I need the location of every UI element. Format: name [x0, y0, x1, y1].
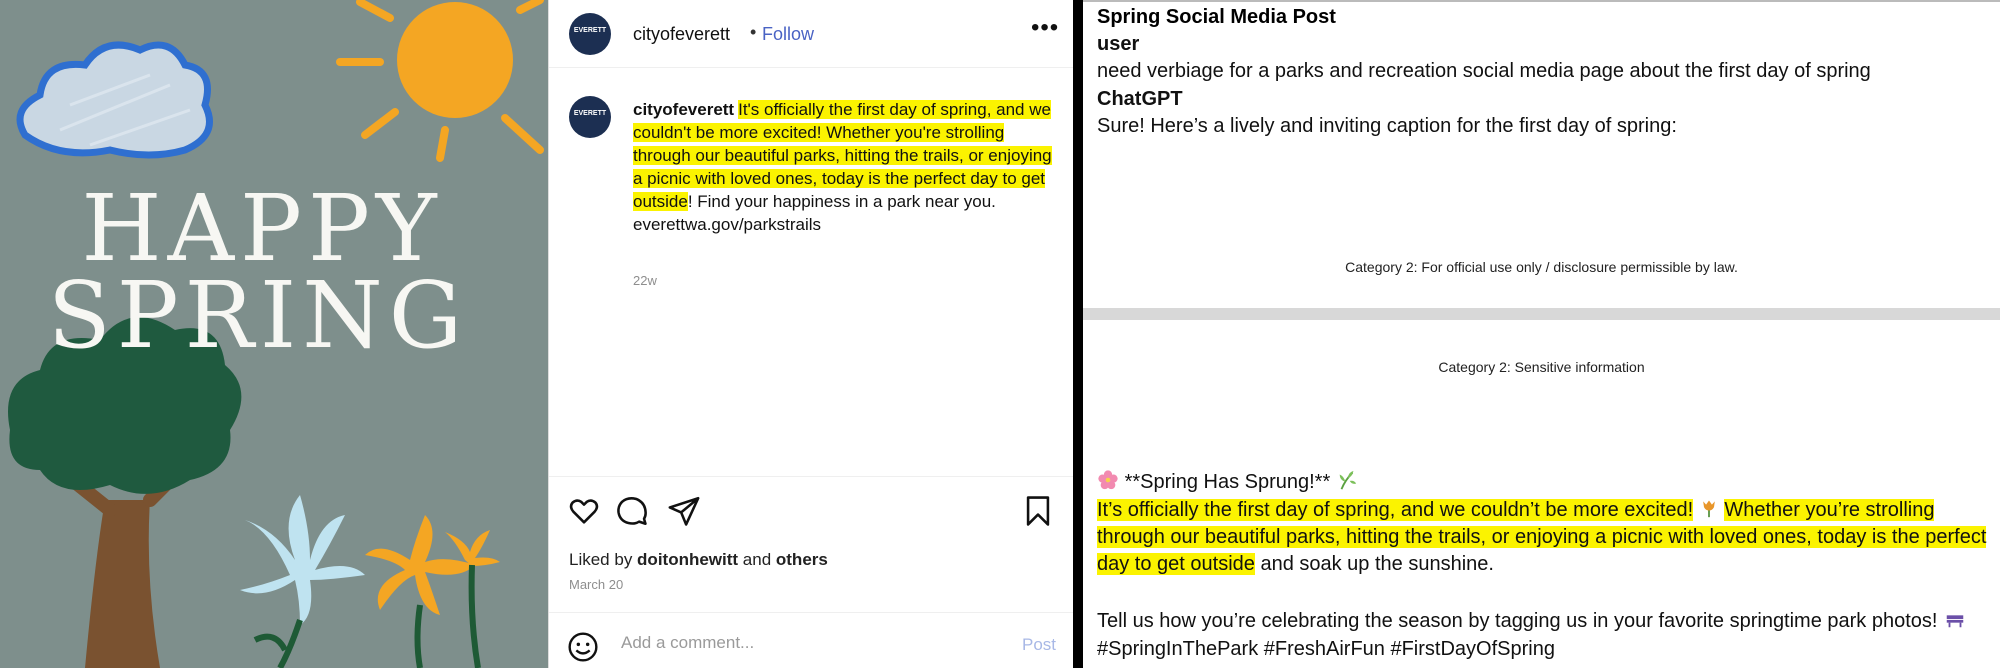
tree-drawing [8, 317, 241, 668]
bookmark-icon[interactable] [1021, 494, 1055, 528]
page-border [1083, 0, 2000, 2]
assistant-intro: Sure! Here’s a lively and inviting caption for the first day of spring: [1097, 115, 1677, 137]
spring-headline: SPRING [47, 262, 469, 369]
cloud-drawing [20, 45, 210, 155]
separator-dot: • [750, 22, 757, 42]
happy-spring-image [0, 0, 548, 668]
caption-text: ! Find your happiness in a park near you. [687, 192, 996, 211]
likes-user-link[interactable]: doitonhewitt [637, 550, 739, 569]
emoji-icon[interactable] [567, 631, 599, 663]
likes-prefix: Liked by [569, 550, 638, 569]
call-to-action: Tell us how you’re celebrating the season by tagging us in your favorite springtime park photos! [1097, 610, 1938, 632]
generated-caption [1097, 497, 1987, 578]
call-to-action-text [1097, 607, 1987, 663]
post-heading-line [1097, 469, 1358, 494]
caption-highlight-2: Whether you’re strolling through our beautiful parks, hitting the trails, or enjoying a picnic with loved ones, today is the perfect day to get outside [1097, 499, 1987, 575]
happy-headline: HAPPY [81, 175, 443, 282]
avatar[interactable]: EVERETT [569, 13, 611, 55]
panel-divider [1073, 0, 1083, 668]
instagram-post-panel [548, 0, 1073, 668]
post-actions-bar [549, 476, 1074, 546]
assistant-label: ChatGPT [1097, 88, 1183, 110]
caption-highlighted-text: It's officially the first day of spring, and we couldn't be more excited! Whether you're strolling through our beautiful parks, hitting the trails, or enjoying a picnic with loved ones, today is the perfect day to get outside [633, 100, 1052, 211]
document-title: Spring Social Media Post [1097, 6, 1336, 28]
likes-others-link[interactable]: others [775, 550, 828, 569]
comment-icon[interactable] [615, 494, 649, 528]
tulip-icon [1699, 497, 1719, 519]
username-link[interactable]: cityofeverett [633, 24, 731, 44]
orange-flower-drawing [365, 515, 500, 668]
chat-transcript-document [1083, 0, 2000, 668]
post-comment-button[interactable]: Post [1022, 635, 1057, 654]
post-header [549, 0, 1074, 68]
page-header-classification: Category 2: Sensitive information [1438, 359, 1645, 375]
post-caption [633, 98, 1053, 236]
comment-input[interactable] [621, 633, 951, 653]
page-break [1083, 308, 2000, 320]
herb-icon [1336, 469, 1358, 491]
post-time-ago[interactable]: 22w [633, 273, 657, 288]
post-date: March 20 [569, 577, 624, 592]
cherry-blossom-icon [1097, 469, 1119, 491]
caption-link[interactable]: everettwa.gov/parkstrails [633, 215, 822, 234]
caption-plain: and soak up the sunshine. [1254, 553, 1494, 575]
likes-middle: and [738, 550, 776, 569]
hashtags[interactable]: #SpringInThePark #FreshAirFun #FirstDayOfSpring [1097, 638, 1555, 660]
light-blue-flower-drawing [240, 495, 365, 668]
caption-avatar[interactable]: EVERETT [569, 96, 611, 138]
caption-username[interactable]: cityofeverett [633, 100, 735, 119]
sun-drawing [340, 0, 540, 158]
follow-button[interactable]: Follow [762, 24, 815, 44]
share-icon[interactable] [667, 494, 701, 528]
user-message: need verbiage for a parks and recreation social media page about the first day of spring [1097, 60, 1871, 82]
park-bench-icon [1943, 608, 1967, 630]
caption-highlight-1: It’s officially the first day of spring, and we couldn’t be more excited! [1097, 499, 1694, 521]
likes-summary [569, 550, 828, 570]
user-label: user [1097, 33, 1140, 55]
page-footer-classification: Category 2: For official use only / disclosure permissible by law. [1345, 259, 1738, 275]
more-options-icon[interactable]: ••• [1031, 14, 1060, 41]
heart-icon[interactable] [567, 494, 601, 528]
comment-bar [549, 612, 1074, 668]
post-heading: **Spring Has Sprung!** [1124, 471, 1331, 493]
